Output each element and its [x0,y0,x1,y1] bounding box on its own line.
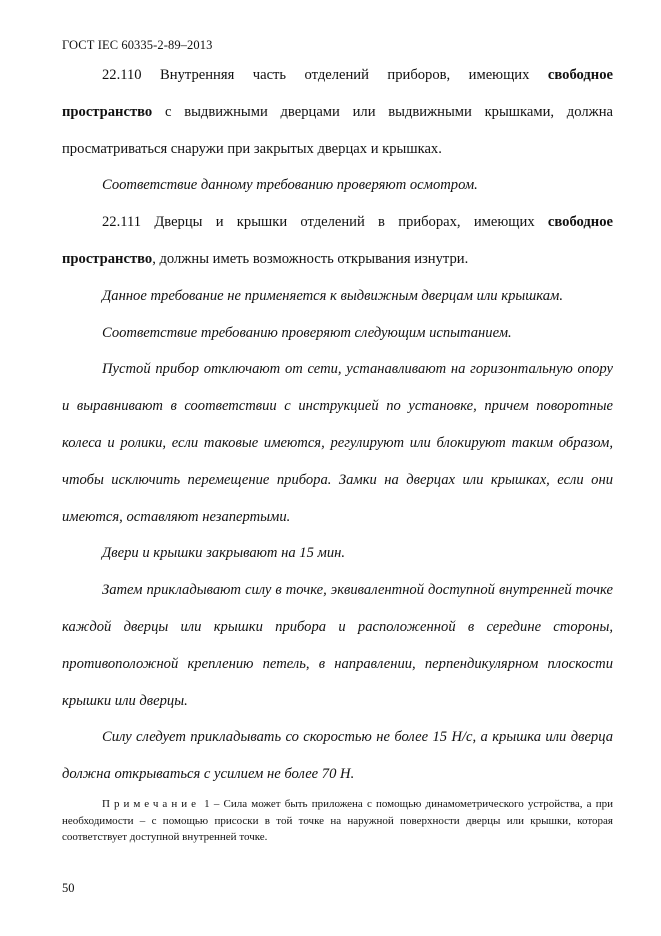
clause-22-111 [62,204,613,278]
document-header: ГОСТ IEC 60335-2-89–2013 [62,38,213,52]
clause-22-110-text-end: с выдвижными дверцами или выдвижными крышками, должна просматриваться снаружи при закрытых дверцах и крышках. [62,103,613,157]
exception-sliding-doors: Данное требование не применяется к выдвижным дверцам или крышкам. [102,287,563,304]
clause-22-111-text-end: , должны иметь возможность открывания изнутри. [152,250,469,267]
page-number: 50 [62,881,75,895]
test-force-application: Затем прикладывают силу в точке, эквивалентной доступной внутренней точке каждой дверцы или крышки прибора и расположенной в середине стороны, противоположной креплению петель, в направлении, перпендикулярном плоскости крышки или дверцы. [62,582,613,709]
clause-22-110-text-start: 22.110 Внутренняя часть отделений приборов, имеющих [102,67,548,83]
term-free-space: свободное пространство [62,67,613,120]
body-text [62,57,613,793]
test-setup: Пустой прибор отключают от сети, устанавливают на горизонтальную опору и выравнивают в соответствии с инструкцией по установке, причем поворотные колеса и ролики, если таковые имеются, регулируют или блокируют таким образом, чтобы исключить перемещение прибора. Замки на дверцах или крышках, если они имеются, оставляют незапертыми. [62,361,613,525]
note-label: Примечание [102,798,200,810]
test-closing-time: Двери и крышки закрывают на 15 мин. [102,545,346,562]
note-text: – Сила может быть приложена с помощью динамометрического устройства, а при необходимости – с помощью присоски в той точке на наружной поверхности дверцы или крышки, которая соответствует доступной внутренней точке. [62,798,613,843]
note-number: 1 [204,798,210,810]
note-paragraph [62,796,613,846]
clause-22-111-text-start: 22.111 Дверцы и крышки отделений в приборах, имеющих [102,214,548,231]
test-force-rate: Силу следует прикладывать со скоростью не более 15 Н/с, а крышка или дверца должна открываться с усилием не более 70 Н. [62,729,613,783]
note [62,796,613,846]
compliance-check-test: Соответствие требованию проверяют следующим испытанием. [102,324,512,341]
compliance-check-inspection: Соответствие данному требованию проверяют осмотром. [102,177,478,194]
term-free-space: свободное пространство [62,214,613,267]
clause-22-110 [62,57,613,167]
